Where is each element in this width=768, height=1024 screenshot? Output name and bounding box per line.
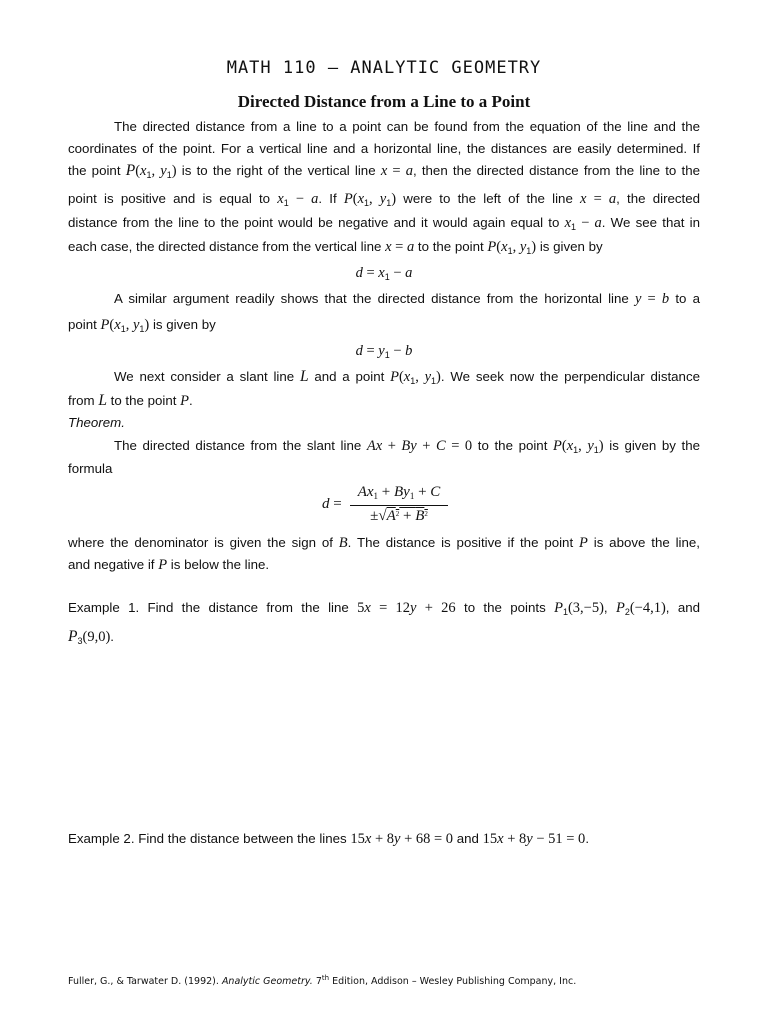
topic-title: Directed Distance from a Line to a Point bbox=[237, 92, 531, 111]
example-2-line: Example 2. Find the distance between the lines 15x + 8y + 68 = 0 and 15x + 8y − 51 = 0. bbox=[68, 831, 590, 847]
equation-vertical: $d = x_1 - a$ bbox=[355, 265, 413, 282]
paragraph-line: A similar argument readily shows that the directed distance from the horizontal line y = b to a bbox=[114, 291, 700, 307]
course-title: MATH 110 – ANALYTIC GEOMETRY bbox=[226, 58, 542, 78]
paragraph-line: formula bbox=[68, 461, 113, 476]
paragraph-line: each case, the directed distance from the vertical line x = a to the point $P(x_1$, $y_1$) is given by bbox=[68, 239, 603, 256]
paragraph-line: where the denominator is given the sign of B. The distance is positive if the point P is above the line, bbox=[68, 535, 700, 551]
paragraph-line: coordinates of the point. For a vertical line and a horizontal line, the distances are easily determined. If bbox=[68, 141, 700, 156]
paragraph-line: We next consider a slant line L and a point $P(x_1$, $y_1$). We seek now the perpendicular distance bbox=[114, 368, 700, 386]
paragraph-line: The directed distance from a line to a point can be found from the equation of the line and the bbox=[114, 119, 700, 134]
theorem-label: Theorem. bbox=[68, 415, 125, 430]
paragraph-line: the point $P(x_1$, $y_1$) is to the right of the vertical line x = a, then the directed distance from the line to the bbox=[68, 162, 700, 180]
equation-horizontal: $d = y_1 - b$ bbox=[355, 343, 413, 360]
reference-footer: Fuller, G., & Tarwater D. (1992). Analytic Geometry. 7th Edition, Addison – Wesley Publishing Company, Inc. bbox=[68, 974, 577, 987]
distance-formula: d = $Ax_1 + By_1 + C$ $\pm√A^2 + B^2$ bbox=[0, 484, 768, 528]
paragraph-line: from L to the point P. bbox=[68, 392, 193, 409]
paragraph-line: point is positive and is equal to $x_1 - a$. If $P(x_1$, $y_1$) were to the left of the line x = a, the directed bbox=[68, 191, 701, 208]
paragraph-line: and negative if P is below the line. bbox=[68, 557, 270, 573]
example-1-point: $P_3(9,0)$. bbox=[68, 628, 114, 646]
paragraph-line: distance from the line to the point would be negative and it would again equal to $x_1 - a$. We see that in bbox=[68, 215, 700, 232]
paragraph-line: point $P(x_1$, $y_1$) is given by bbox=[68, 317, 216, 334]
paragraph-line: The directed distance from the slant line Ax + By + C = 0 to the point $P(x_1$, $y_1$) is given by the bbox=[114, 438, 700, 455]
example-1-line: Example 1. Find the distance from the line 5x = 12y + 26 to the points $P_1(3,-5)$, $P_2(-4,1)$, and bbox=[68, 600, 701, 617]
